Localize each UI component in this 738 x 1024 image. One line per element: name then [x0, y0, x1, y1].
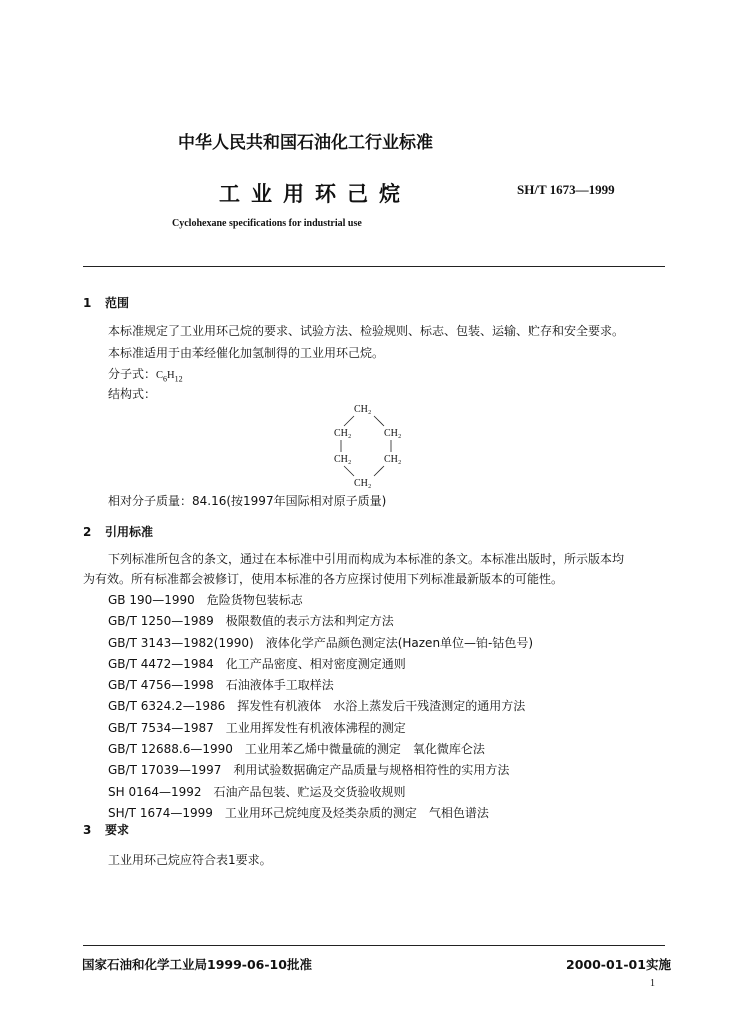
structure-lower-left: CH₂ — [334, 454, 352, 465]
reference-item: GB/T 4472—1984 化工产品密度、相对密度测定通则 — [108, 656, 406, 671]
reference-item: GB 190—1990 危险货物包装标志 — [108, 593, 303, 607]
formula-c: C — [156, 370, 164, 381]
section-2-number: 2 — [83, 525, 92, 539]
reference-item: GB/T 4756—1998 石油液体手工取样法 — [108, 678, 334, 693]
reference-item: GB/T 7534—1987 工业用挥发性有机液体沸程的测定 — [108, 720, 406, 735]
reference-item: GB/T 3143—1982(1990) 液体化学产品颜色测定法(Hazen单位—铂-钴色号) — [108, 635, 534, 650]
organization-header: 中华人民共和国石油化工行业标准 — [178, 133, 433, 153]
header-divider — [83, 266, 665, 267]
section-3-title: 要求 — [105, 823, 130, 837]
structure-upper-left: CH₂ — [334, 428, 352, 439]
structural-formula — [320, 398, 420, 490]
section-3-number: 3 — [83, 823, 92, 837]
section-3-line: 工业用环己烷应符合表1要求。 — [108, 853, 272, 867]
section-2-intro-line-1: 下列标准所包含的条文，通过在本标准中引用而构成为本标准的条文。本标准出版时，所示版本均 — [108, 552, 625, 566]
bond-top-right — [374, 416, 384, 426]
section-1-line-1: 本标准规定了工业用环己烷的要求、试验方法、检验规则、标志、包装、运输、贮存和安全要求。 — [108, 324, 625, 338]
english-subtitle: Cyclohexane specifications for industrial use — [172, 218, 362, 229]
reference-list — [108, 590, 533, 824]
approval-note: 国家石油和化学工业局1999-06-10批准 — [82, 957, 312, 972]
molecular-formula — [108, 365, 183, 383]
formula-label: 分子式： — [108, 367, 157, 381]
structure-lower-right: CH₂ — [384, 454, 402, 465]
page-number: 1 — [650, 978, 655, 989]
reference-item: GB/T 17039—1997 利用试验数据确定产品质量与规格相符性的实用方法 — [108, 763, 510, 778]
section-1-line-2: 本标准适用于由苯经催化加氢制得的工业用环己烷。 — [108, 346, 385, 360]
structure-upper-right: CH₂ — [384, 428, 402, 439]
structure-top: CH₂ — [354, 404, 372, 415]
formula-c-sub: 6 — [163, 374, 168, 384]
section-3-heading — [83, 821, 129, 838]
formula-h-sub: 12 — [174, 374, 183, 384]
section-2-heading — [83, 523, 153, 540]
footer-divider — [83, 945, 665, 946]
molecular-mass: 相对分子质量：84.16(按1997年国际相对原子质量) — [108, 494, 387, 508]
standard-code: SH/T 1673—1999 — [517, 182, 615, 197]
reference-item: GB/T 12688.6—1990 工业用苯乙烯中微量硫的测定 氧化微库仑法 — [108, 742, 485, 757]
formula-h: H — [167, 370, 175, 381]
section-1-number: 1 — [83, 296, 92, 310]
bond-top-left — [344, 416, 354, 426]
structure-bottom: CH₂ — [354, 478, 372, 489]
reference-item: GB/T 1250—1989 极限数值的表示方法和判定方法 — [108, 614, 394, 629]
reference-item: SH 0164—1992 石油产品包装、贮运及交货验收规则 — [108, 784, 406, 799]
reference-item: GB/T 6324.2—1986 挥发性有机液体 水浴上蒸发后干残渣测定的通用方法 — [108, 699, 526, 714]
section-1-title: 范围 — [105, 296, 130, 310]
bond-bottom-right — [374, 466, 384, 476]
section-2-title: 引用标准 — [105, 525, 154, 539]
section-1-heading — [83, 294, 129, 311]
implementation-date: 2000-01-01实施 — [566, 957, 671, 972]
reference-item: SH/T 1674—1999 工业用环己烷纯度及烃类杂质的测定 气相色谱法 — [108, 805, 489, 820]
section-2-intro-line-2: 为有效。所有标准都会被修订，使用本标准的各方应探讨使用下列标准最新版本的可能性。 — [83, 572, 564, 586]
document-title: 工业用环己烷 — [219, 182, 411, 206]
structure-label: 结构式： — [108, 387, 157, 401]
bond-bottom-left — [344, 466, 354, 476]
